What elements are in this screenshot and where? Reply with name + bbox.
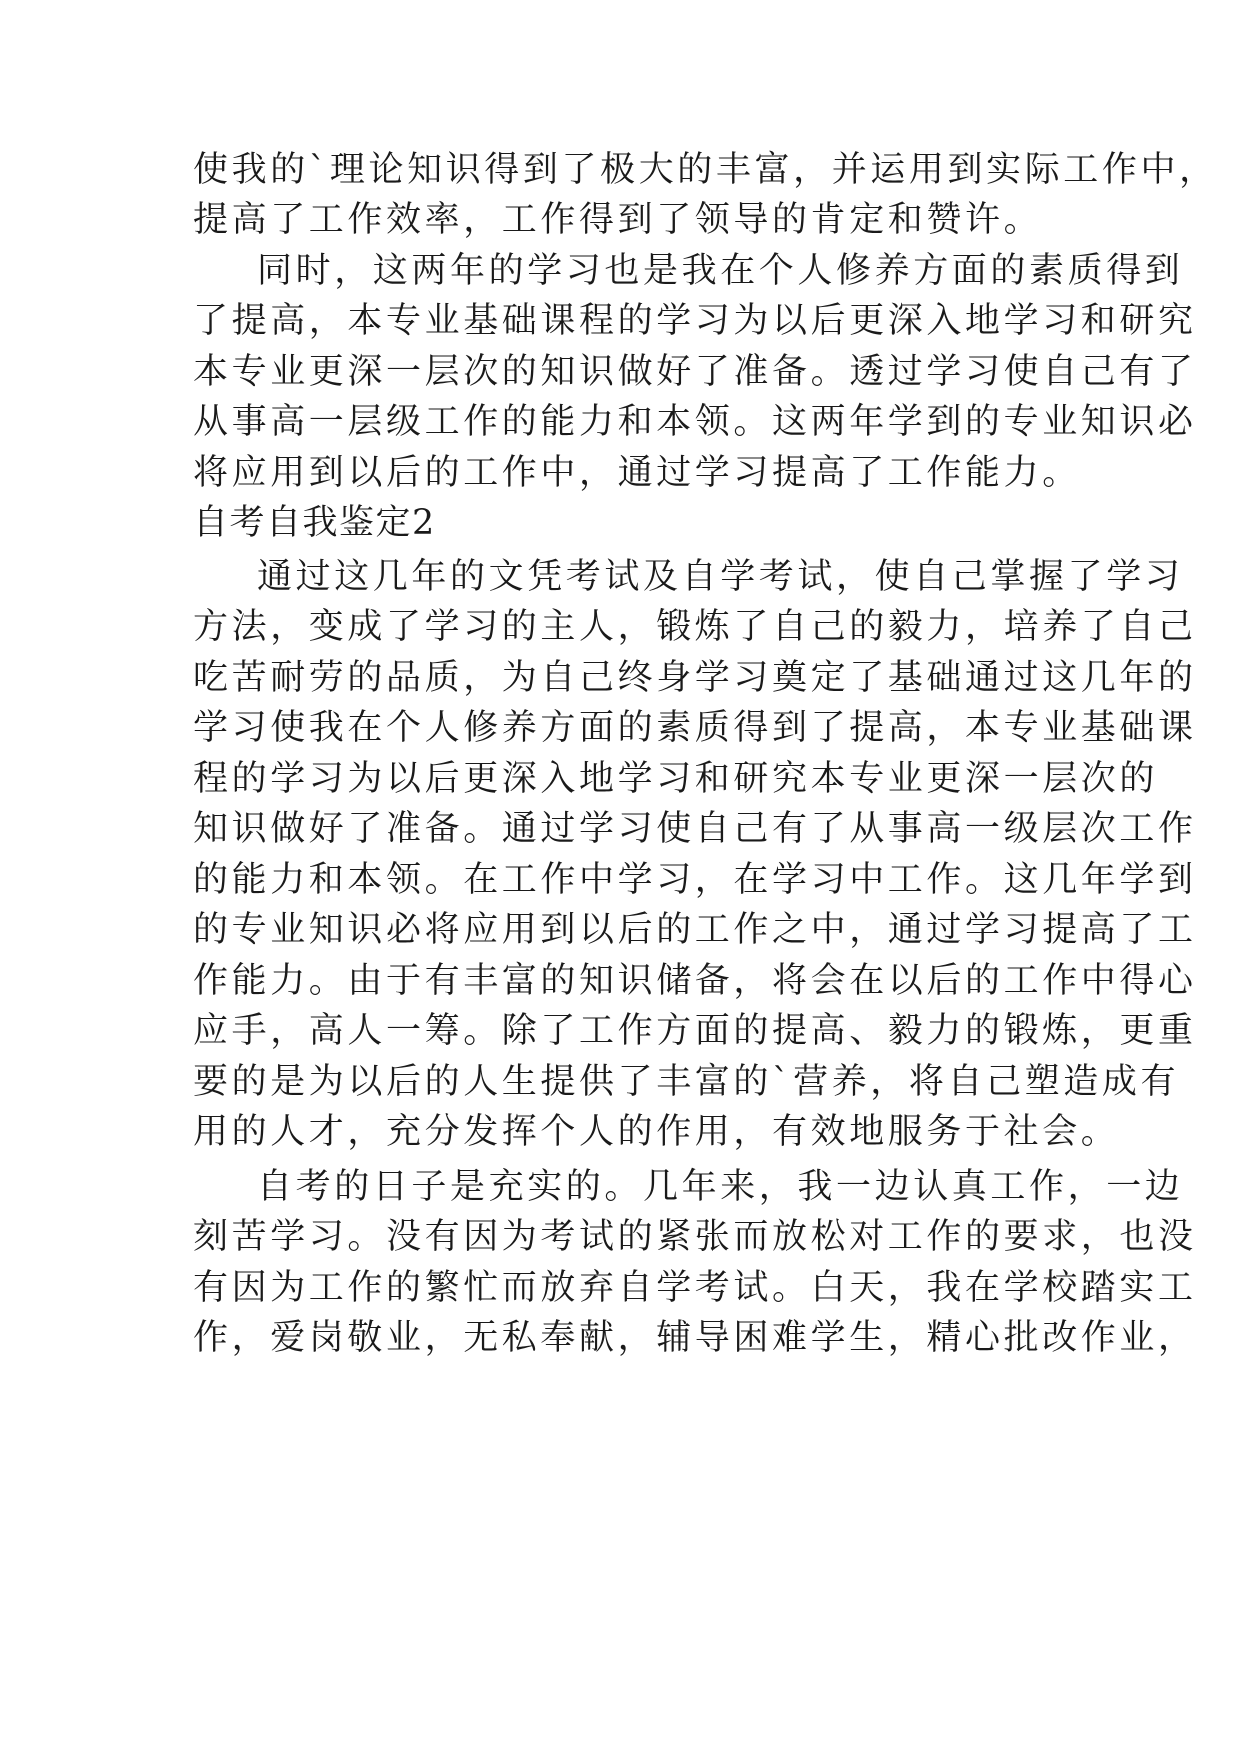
text-line: 将应用到以后的工作中，通过学习提高了工作能力。 <box>193 453 1081 493</box>
paragraph-first-line: 通过这几年的文凭考试及自学考试，使自己掌握了学习 <box>257 557 1184 597</box>
text-line: 的专业知识必将应用到以后的工作之中，通过学习提高了工 <box>193 910 1197 950</box>
section-heading: 自考自我鉴定2 <box>193 503 436 543</box>
text-line: 知识做好了准备。通过学习使自己有了从事高一级层次工作 <box>193 809 1197 849</box>
text-line: 用的人才，充分发挥个人的作用，有效地服务于社会。 <box>193 1112 1120 1152</box>
text-line: 作能力。由于有丰富的知识储备，将会在以后的工作中得心 <box>193 961 1197 1001</box>
text-line: 学习使我在个人修养方面的素质得到了提高，本专业基础课 <box>193 708 1197 748</box>
text-line: 应手，高人一筹。除了工作方面的提高、毅力的锻炼，更重 <box>193 1011 1197 1051</box>
text-line: 使我的`理论知识得到了极大的丰富，并运用到实际工作中， <box>193 150 1218 190</box>
text-line: 吃苦耐劳的品质，为自己终身学习奠定了基础通过这几年的 <box>193 658 1197 698</box>
text-line: 有因为工作的繁忙而放弃自学考试。白天，我在学校踏实工 <box>193 1268 1197 1308</box>
text-line: 刻苦学习。没有因为考试的紧张而放松对工作的要求，也没 <box>193 1217 1197 1257</box>
text-line: 从事高一层级工作的能力和本领。这两年学到的专业知识必 <box>193 402 1197 442</box>
text-line: 了提高，本专业基础课程的学习为以后更深入地学习和研究 <box>193 301 1197 341</box>
text-line: 要的是为以后的人生提供了丰富的`营养，将自己塑造成有 <box>193 1062 1180 1102</box>
text-line: 作，爱岗敬业，无私奉献，辅导困难学生，精心批改作业， <box>193 1318 1197 1358</box>
paragraph-first-line: 自考的日子是充实的。几年来，我一边认真工作，一边 <box>257 1167 1184 1207</box>
text-line: 程的学习为以后更深入地学习和研究本专业更深一层次的 <box>193 759 1159 799</box>
text-line: 方法，变成了学习的主人，锻炼了自己的毅力，培养了自己 <box>193 607 1197 647</box>
text-line: 的能力和本领。在工作中学习，在学习中工作。这几年学到 <box>193 860 1197 900</box>
paragraph-first-line: 同时，这两年的学习也是我在个人修养方面的素质得到 <box>257 251 1184 291</box>
text-line: 本专业更深一层次的知识做好了准备。透过学习使自己有了 <box>193 352 1197 392</box>
text-line: 提高了工作效率，工作得到了领导的肯定和赞许。 <box>193 200 1043 240</box>
